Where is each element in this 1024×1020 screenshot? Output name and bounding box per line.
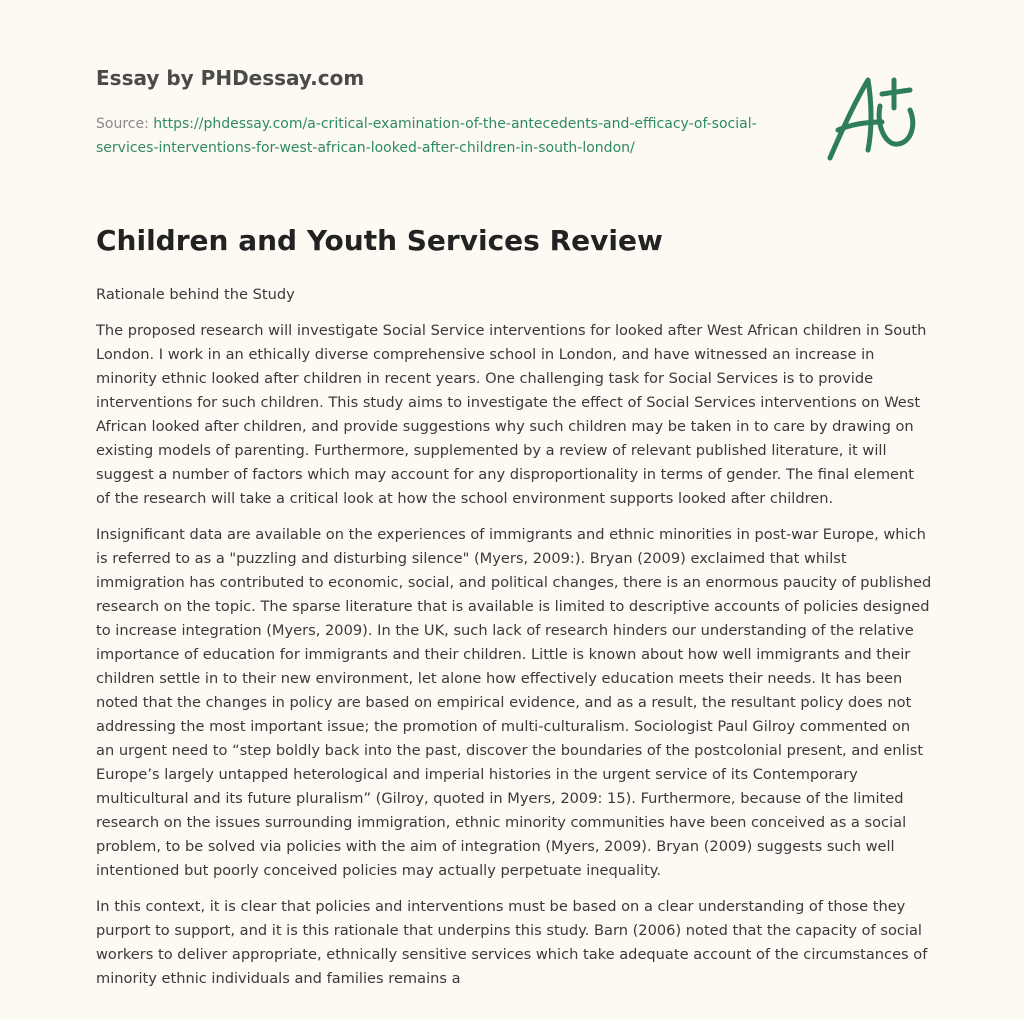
source-line	[96, 112, 816, 160]
paragraph: The proposed research will investigate Social Service interventions for looked after West African children in South London. I work in an ethically diverse comprehensive school in London, and have witnessed an increase in minority ethnic looked after children in recent years. One challenging task for Social Services is to provide interventions for such children. This study aims to investigate the effect of Social Services interventions on West African looked after children, and provide suggestions why such children may be taken in to care by drawing on existing models of parenting. Furthermore, supplemented by a review of relevant published literature, it will suggest a number of factors which may account for any disproportionality in terms of gender. The final element of the research will take a critical look at how the school environment supports looked after children.	[96, 322, 927, 507]
a-plus-grade-icon	[826, 66, 926, 166]
source-link[interactable]: https://phdessay.com/a-critical-examination-of-the-antecedents-and-efficacy-of-social-services-interventions-for-west-african-looked-after-children-in-south-london/	[96, 116, 757, 156]
page-title: Children and Youth Services Review	[96, 224, 663, 257]
source-label: Source:	[96, 116, 154, 132]
brand-title: Essay by PHDessay.com	[96, 66, 365, 90]
subheading: Rationale behind the Study	[96, 286, 295, 303]
article-body	[96, 283, 932, 1003]
paragraph: In this context, it is clear that policies and interventions must be based on a clear understanding of those they purport to support, and it is this rationale that underpins this study. Barn (2006) noted that the capacity of social workers to deliver appropriate, ethnically sensitive services which take adequate account of the circumstances of minority ethnic individuals and families remains a	[96, 898, 928, 987]
paragraph: Insignificant data are available on the experiences of immigrants and ethnic minorities in post-war Europe, which is referred to as a "puzzling and disturbing silence" (Myers, 2009:). Bryan (2009) exclaimed that whilst immigration has contributed to economic, social, and political changes, there is an enormous paucity of published research on the topic. The sparse literature that is available is limited to descriptive accounts of policies designed to increase integration (Myers, 2009). In the UK, such lack of research hinders our understanding of the relative importance of education for immigrants and their children. Little is known about how well immigrants and their children settle in to their new environment, let alone how effectively education meets their needs. It has been noted that the changes in policy are based on empirical evidence, and as a result, the resultant policy does not addressing the most important issue; the promotion of multi-culturalism. Sociologist Paul Gilroy commented on an urgent need to “step boldly back into the past, discover the boundaries of the postcolonial present, and enlist Europe’s largely untapped heterological and imperial histories in the urgent service of its Contemporary multicultural and its future pluralism” (Gilroy, quoted in Myers, 2009: 15). Furthermore, because of the limited research on the issues surrounding immigration, ethnic minority communities have been conceived as a social problem, to be solved via policies with the aim of integration (Myers, 2009). Bryan (2009) suggests such well intentioned but poorly conceived policies may actually perpetuate inequality.	[96, 526, 932, 879]
